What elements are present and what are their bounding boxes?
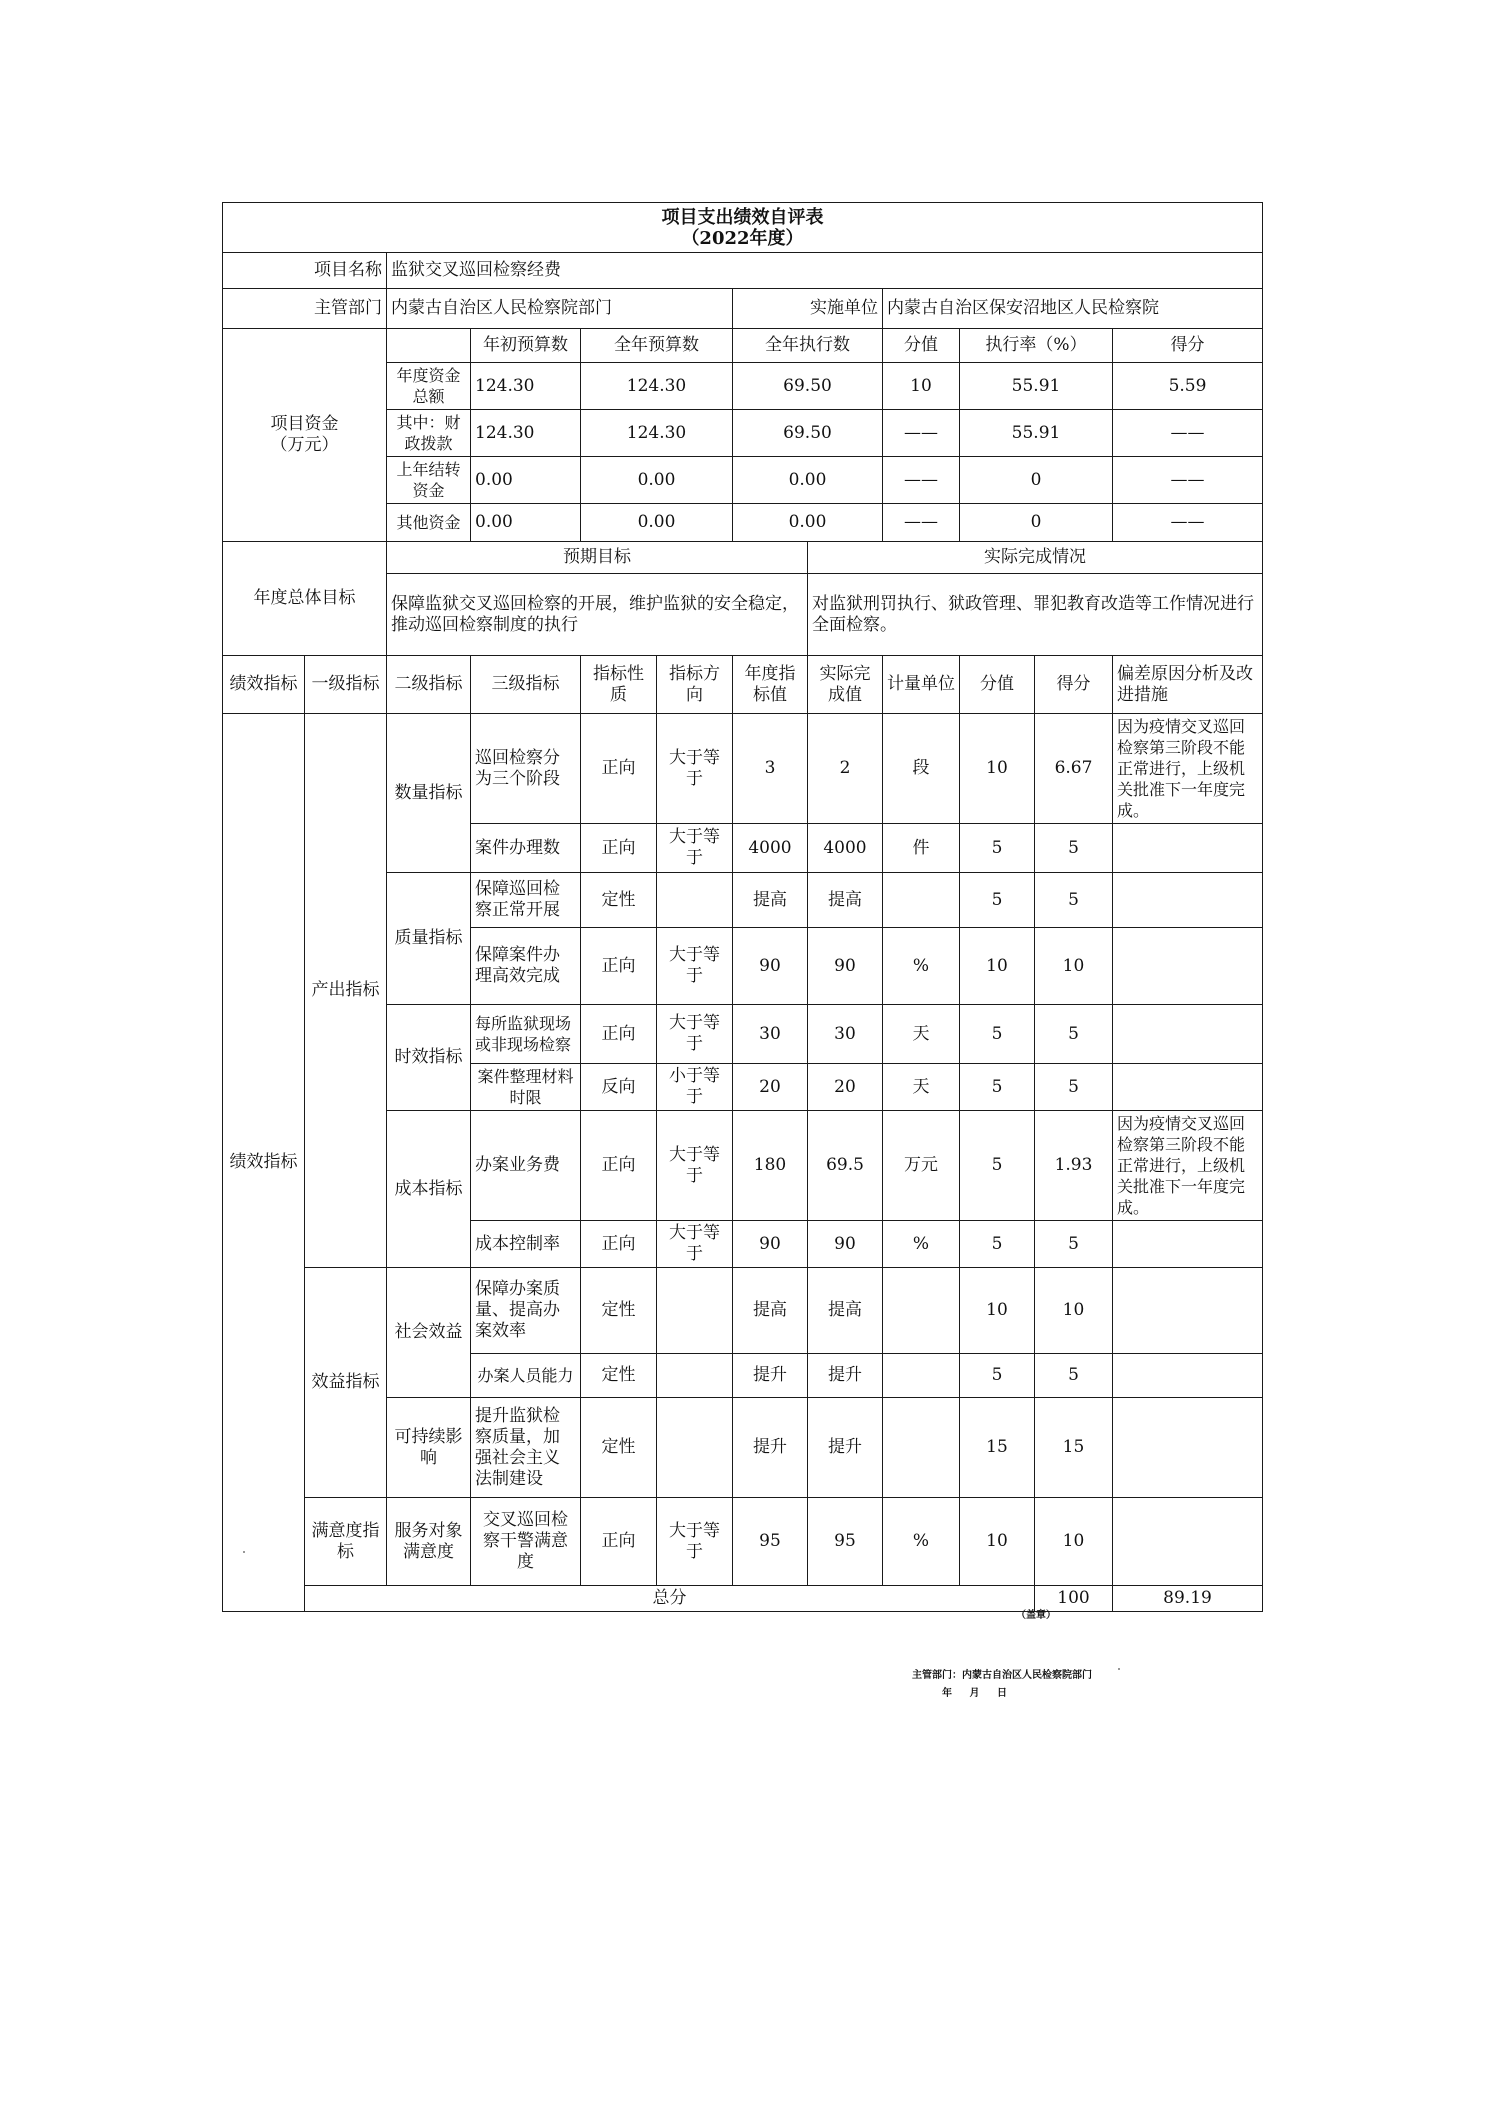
fund-exec: 69.50 bbox=[733, 410, 883, 457]
score: 10 bbox=[1035, 1498, 1113, 1586]
fund-full: 0.00 bbox=[581, 504, 733, 542]
annual-target: 提高 bbox=[733, 873, 808, 928]
perf-header: 偏差原因分析及改进措施 bbox=[1113, 656, 1263, 714]
fund-score: —— bbox=[1113, 504, 1263, 542]
annual-target: 95 bbox=[733, 1498, 808, 1586]
score: 5 bbox=[1035, 873, 1113, 928]
actual-value: 提升 bbox=[808, 1398, 883, 1498]
level3-indicator: 办案业务费 bbox=[471, 1111, 581, 1221]
indicator-nature: 定性 bbox=[581, 873, 657, 928]
fund-exec: 0.00 bbox=[733, 457, 883, 504]
level2-timeliness: 时效指标 bbox=[387, 1005, 471, 1111]
annual-goal-label: 年度总体目标 bbox=[223, 542, 387, 656]
level2-quantity: 数量指标 bbox=[387, 714, 471, 873]
actual-value: 69.5 bbox=[808, 1111, 883, 1221]
indicator-direction bbox=[657, 873, 733, 928]
indicator-nature: 正向 bbox=[581, 1221, 657, 1268]
level3-indicator: 每所监狱现场或非现场检察 bbox=[471, 1005, 581, 1064]
score-value: 10 bbox=[960, 1268, 1035, 1354]
actual-value: 90 bbox=[808, 928, 883, 1005]
level3-indicator: 巡回检察分为三个阶段 bbox=[471, 714, 581, 824]
fund-score: —— bbox=[1113, 410, 1263, 457]
score-value: 5 bbox=[960, 1005, 1035, 1064]
fund-score-value: 10 bbox=[883, 363, 960, 410]
fund-row-label: 年度资金总额 bbox=[387, 363, 471, 410]
perf-header: 绩效指标 bbox=[223, 656, 305, 714]
perf-header: 分值 bbox=[960, 656, 1035, 714]
level3-indicator: 保障巡回检察正常开展 bbox=[471, 873, 581, 928]
table-row bbox=[223, 1268, 1263, 1354]
fund-score-value: —— bbox=[883, 410, 960, 457]
score-value: 10 bbox=[960, 714, 1035, 824]
indicator-nature: 定性 bbox=[581, 1398, 657, 1498]
fund-score-value: —— bbox=[883, 457, 960, 504]
project-name-value: 监狱交叉巡回检察经费 bbox=[387, 253, 1263, 289]
level2-sustainable: 可持续影响 bbox=[387, 1398, 471, 1498]
table-row bbox=[223, 1498, 1263, 1586]
actual-value: 提升 bbox=[808, 1354, 883, 1398]
unit bbox=[883, 873, 960, 928]
level3-indicator: 保障办案质量、提高办案效率 bbox=[471, 1268, 581, 1354]
supervisor-value: 内蒙古自治区人民检察院部门 bbox=[387, 289, 733, 329]
score-value: 10 bbox=[960, 928, 1035, 1005]
actual-value: 提高 bbox=[808, 1268, 883, 1354]
unit: 天 bbox=[883, 1064, 960, 1111]
fund-exec: 69.50 bbox=[733, 363, 883, 410]
level1-output: 产出指标 bbox=[305, 714, 387, 1268]
score: 10 bbox=[1035, 1268, 1113, 1354]
deviation-reason: 因为疫情交叉巡回检察第三阶段不能正常进行，上级机关批准下一年度完成。 bbox=[1113, 714, 1263, 824]
fund-initial: 0.00 bbox=[471, 504, 581, 542]
annual-target: 180 bbox=[733, 1111, 808, 1221]
score: 5 bbox=[1035, 824, 1113, 873]
supervisor-signature-line: 主管部门：内蒙古自治区人民检察院部门 bbox=[912, 1670, 1092, 1681]
total-label: 总分 bbox=[305, 1586, 1035, 1612]
fund-initial: 0.00 bbox=[471, 457, 581, 504]
score-value: 5 bbox=[960, 1111, 1035, 1221]
supervisor-label: 主管部门 bbox=[223, 289, 387, 329]
unit: 天 bbox=[883, 1005, 960, 1064]
indicator-direction bbox=[657, 1398, 733, 1498]
table-year: （2022年度） bbox=[681, 227, 804, 249]
indicator-direction: 大于等于 bbox=[657, 1005, 733, 1064]
level3-indicator: 办案人员能力 bbox=[471, 1354, 581, 1398]
level3-indicator: 交叉巡回检察干警满意度 bbox=[471, 1498, 581, 1586]
perf-header: 一级指标 bbox=[305, 656, 387, 714]
level3-indicator: 保障案件办理高效完成 bbox=[471, 928, 581, 1005]
performance-self-evaluation-table bbox=[222, 202, 1263, 1612]
fund-header: 执行率（%） bbox=[960, 329, 1113, 363]
unit: 件 bbox=[883, 824, 960, 873]
annual-target: 20 bbox=[733, 1064, 808, 1111]
score: 5 bbox=[1035, 1064, 1113, 1111]
indicator-nature: 定性 bbox=[581, 1354, 657, 1398]
indicator-nature: 正向 bbox=[581, 1498, 657, 1586]
level2-quality: 质量指标 bbox=[387, 873, 471, 1005]
fund-full: 124.30 bbox=[581, 363, 733, 410]
indicator-direction: 小于等于 bbox=[657, 1064, 733, 1111]
actual-value: 90 bbox=[808, 1221, 883, 1268]
actual-result-header: 实际完成情况 bbox=[808, 542, 1263, 574]
perf-header: 三级指标 bbox=[471, 656, 581, 714]
fund-header: 全年预算数 bbox=[581, 329, 733, 363]
unit bbox=[883, 1268, 960, 1354]
unit: 万元 bbox=[883, 1111, 960, 1221]
fund-row-label: 其他资金 bbox=[387, 504, 471, 542]
deviation-reason bbox=[1113, 1398, 1263, 1498]
indicator-direction bbox=[657, 1268, 733, 1354]
unit: % bbox=[883, 1221, 960, 1268]
level1-benefit: 效益指标 bbox=[305, 1268, 387, 1498]
fund-header: 全年执行数 bbox=[733, 329, 883, 363]
fund-header: 得分 bbox=[1113, 329, 1263, 363]
unit: % bbox=[883, 928, 960, 1005]
scan-speck bbox=[1118, 1668, 1120, 1670]
perf-category-label: 绩效指标 bbox=[223, 714, 305, 1612]
indicator-nature: 定性 bbox=[581, 1268, 657, 1354]
implementer-label: 实施单位 bbox=[733, 289, 883, 329]
actual-value: 95 bbox=[808, 1498, 883, 1586]
level3-indicator: 成本控制率 bbox=[471, 1221, 581, 1268]
fund-rate: 0 bbox=[960, 504, 1113, 542]
actual-value: 20 bbox=[808, 1064, 883, 1111]
score-value: 5 bbox=[960, 1221, 1035, 1268]
deviation-reason bbox=[1113, 1498, 1263, 1586]
fund-header-blank bbox=[387, 329, 471, 363]
score-value: 10 bbox=[960, 1498, 1035, 1586]
perf-header: 指标方向 bbox=[657, 656, 733, 714]
table-title-cell bbox=[223, 203, 1263, 253]
unit: 段 bbox=[883, 714, 960, 824]
fund-initial: 124.30 bbox=[471, 363, 581, 410]
level2-cost: 成本指标 bbox=[387, 1111, 471, 1268]
seal-note: （盖章） bbox=[1016, 1610, 1056, 1621]
score: 6.67 bbox=[1035, 714, 1113, 824]
annual-target: 4000 bbox=[733, 824, 808, 873]
deviation-reason bbox=[1113, 1064, 1263, 1111]
expected-goal-header: 预期目标 bbox=[387, 542, 808, 574]
fund-score: —— bbox=[1113, 457, 1263, 504]
score: 10 bbox=[1035, 928, 1113, 1005]
perf-header: 年度指标值 bbox=[733, 656, 808, 714]
indicator-nature: 正向 bbox=[581, 1111, 657, 1221]
perf-header: 二级指标 bbox=[387, 656, 471, 714]
table-title: 项目支出绩效自评表 bbox=[661, 206, 824, 228]
fund-row-label: 上年结转资金 bbox=[387, 457, 471, 504]
implementer-value: 内蒙古自治区保安沼地区人民检察院 bbox=[883, 289, 1263, 329]
fund-rate: 55.91 bbox=[960, 363, 1113, 410]
indicator-direction: 大于等于 bbox=[657, 824, 733, 873]
score: 5 bbox=[1035, 1354, 1113, 1398]
annual-target: 提高 bbox=[733, 1268, 808, 1354]
perf-header: 指标性质 bbox=[581, 656, 657, 714]
score: 1.93 bbox=[1035, 1111, 1113, 1221]
fund-header: 年初预算数 bbox=[471, 329, 581, 363]
fund-score-value: —— bbox=[883, 504, 960, 542]
score-value: 5 bbox=[960, 873, 1035, 928]
indicator-nature: 正向 bbox=[581, 1005, 657, 1064]
indicator-direction: 大于等于 bbox=[657, 1111, 733, 1221]
fund-initial: 124.30 bbox=[471, 410, 581, 457]
unit bbox=[883, 1354, 960, 1398]
unit: % bbox=[883, 1498, 960, 1586]
indicator-nature: 正向 bbox=[581, 714, 657, 824]
deviation-reason bbox=[1113, 1221, 1263, 1268]
annual-target: 提升 bbox=[733, 1354, 808, 1398]
score: 5 bbox=[1035, 1221, 1113, 1268]
annual-target: 3 bbox=[733, 714, 808, 824]
level2-social: 社会效益 bbox=[387, 1268, 471, 1398]
indicator-direction: 大于等于 bbox=[657, 928, 733, 1005]
actual-value: 4000 bbox=[808, 824, 883, 873]
perf-header: 得分 bbox=[1035, 656, 1113, 714]
level2-service-satisfaction: 服务对象满意度 bbox=[387, 1498, 471, 1586]
perf-header: 实际完成值 bbox=[808, 656, 883, 714]
annual-target: 提升 bbox=[733, 1398, 808, 1498]
indicator-nature: 正向 bbox=[581, 824, 657, 873]
total-score: 89.19 bbox=[1113, 1586, 1263, 1612]
project-name-label: 项目名称 bbox=[223, 253, 387, 289]
annual-target: 90 bbox=[733, 928, 808, 1005]
indicator-direction bbox=[657, 1354, 733, 1398]
unit bbox=[883, 1398, 960, 1498]
expected-goal-text: 保障监狱交叉巡回检察的开展，维护监狱的安全稳定，推动巡回检察制度的执行 bbox=[387, 574, 808, 656]
fund-header: 分值 bbox=[883, 329, 960, 363]
score-value: 15 bbox=[960, 1398, 1035, 1498]
actual-value: 2 bbox=[808, 714, 883, 824]
deviation-reason bbox=[1113, 873, 1263, 928]
perf-header: 计量单位 bbox=[883, 656, 960, 714]
level1-satisfaction: 满意度指标 bbox=[305, 1498, 387, 1586]
level3-indicator: 案件整理材料时限 bbox=[471, 1064, 581, 1111]
indicator-nature: 正向 bbox=[581, 928, 657, 1005]
deviation-reason bbox=[1113, 1268, 1263, 1354]
actual-result-text: 对监狱刑罚执行、狱政管理、罪犯教育改造等工作情况进行全面检察。 bbox=[808, 574, 1263, 656]
deviation-reason bbox=[1113, 928, 1263, 1005]
deviation-reason bbox=[1113, 1354, 1263, 1398]
fund-rate: 0 bbox=[960, 457, 1113, 504]
total-value: 100 bbox=[1035, 1586, 1113, 1612]
deviation-reason bbox=[1113, 824, 1263, 873]
indicator-direction: 大于等于 bbox=[657, 1221, 733, 1268]
actual-value: 提高 bbox=[808, 873, 883, 928]
score: 5 bbox=[1035, 1005, 1113, 1064]
score-value: 5 bbox=[960, 824, 1035, 873]
indicator-direction: 大于等于 bbox=[657, 714, 733, 824]
fund-exec: 0.00 bbox=[733, 504, 883, 542]
fund-full: 124.30 bbox=[581, 410, 733, 457]
annual-target: 90 bbox=[733, 1221, 808, 1268]
score-value: 5 bbox=[960, 1064, 1035, 1111]
indicator-direction: 大于等于 bbox=[657, 1498, 733, 1586]
actual-value: 30 bbox=[808, 1005, 883, 1064]
score: 15 bbox=[1035, 1398, 1113, 1498]
indicator-nature: 反向 bbox=[581, 1064, 657, 1111]
deviation-reason bbox=[1113, 1005, 1263, 1064]
fund-score: 5.59 bbox=[1113, 363, 1263, 410]
level3-indicator: 案件办理数 bbox=[471, 824, 581, 873]
annual-target: 30 bbox=[733, 1005, 808, 1064]
fund-rate: 55.91 bbox=[960, 410, 1113, 457]
fund-row-label: 其中：财政拨款 bbox=[387, 410, 471, 457]
fund-label: 项目资金 （万元） bbox=[223, 329, 387, 542]
fund-full: 0.00 bbox=[581, 457, 733, 504]
table-row bbox=[223, 714, 1263, 824]
signature-date: 年 月 日 bbox=[942, 1688, 1007, 1699]
scan-speck bbox=[243, 1551, 245, 1553]
deviation-reason: 因为疫情交叉巡回检察第三阶段不能正常进行，上级机关批准下一年度完成。 bbox=[1113, 1111, 1263, 1221]
level3-indicator: 提升监狱检察质量，加强社会主义法制建设 bbox=[471, 1398, 581, 1498]
score-value: 5 bbox=[960, 1354, 1035, 1398]
